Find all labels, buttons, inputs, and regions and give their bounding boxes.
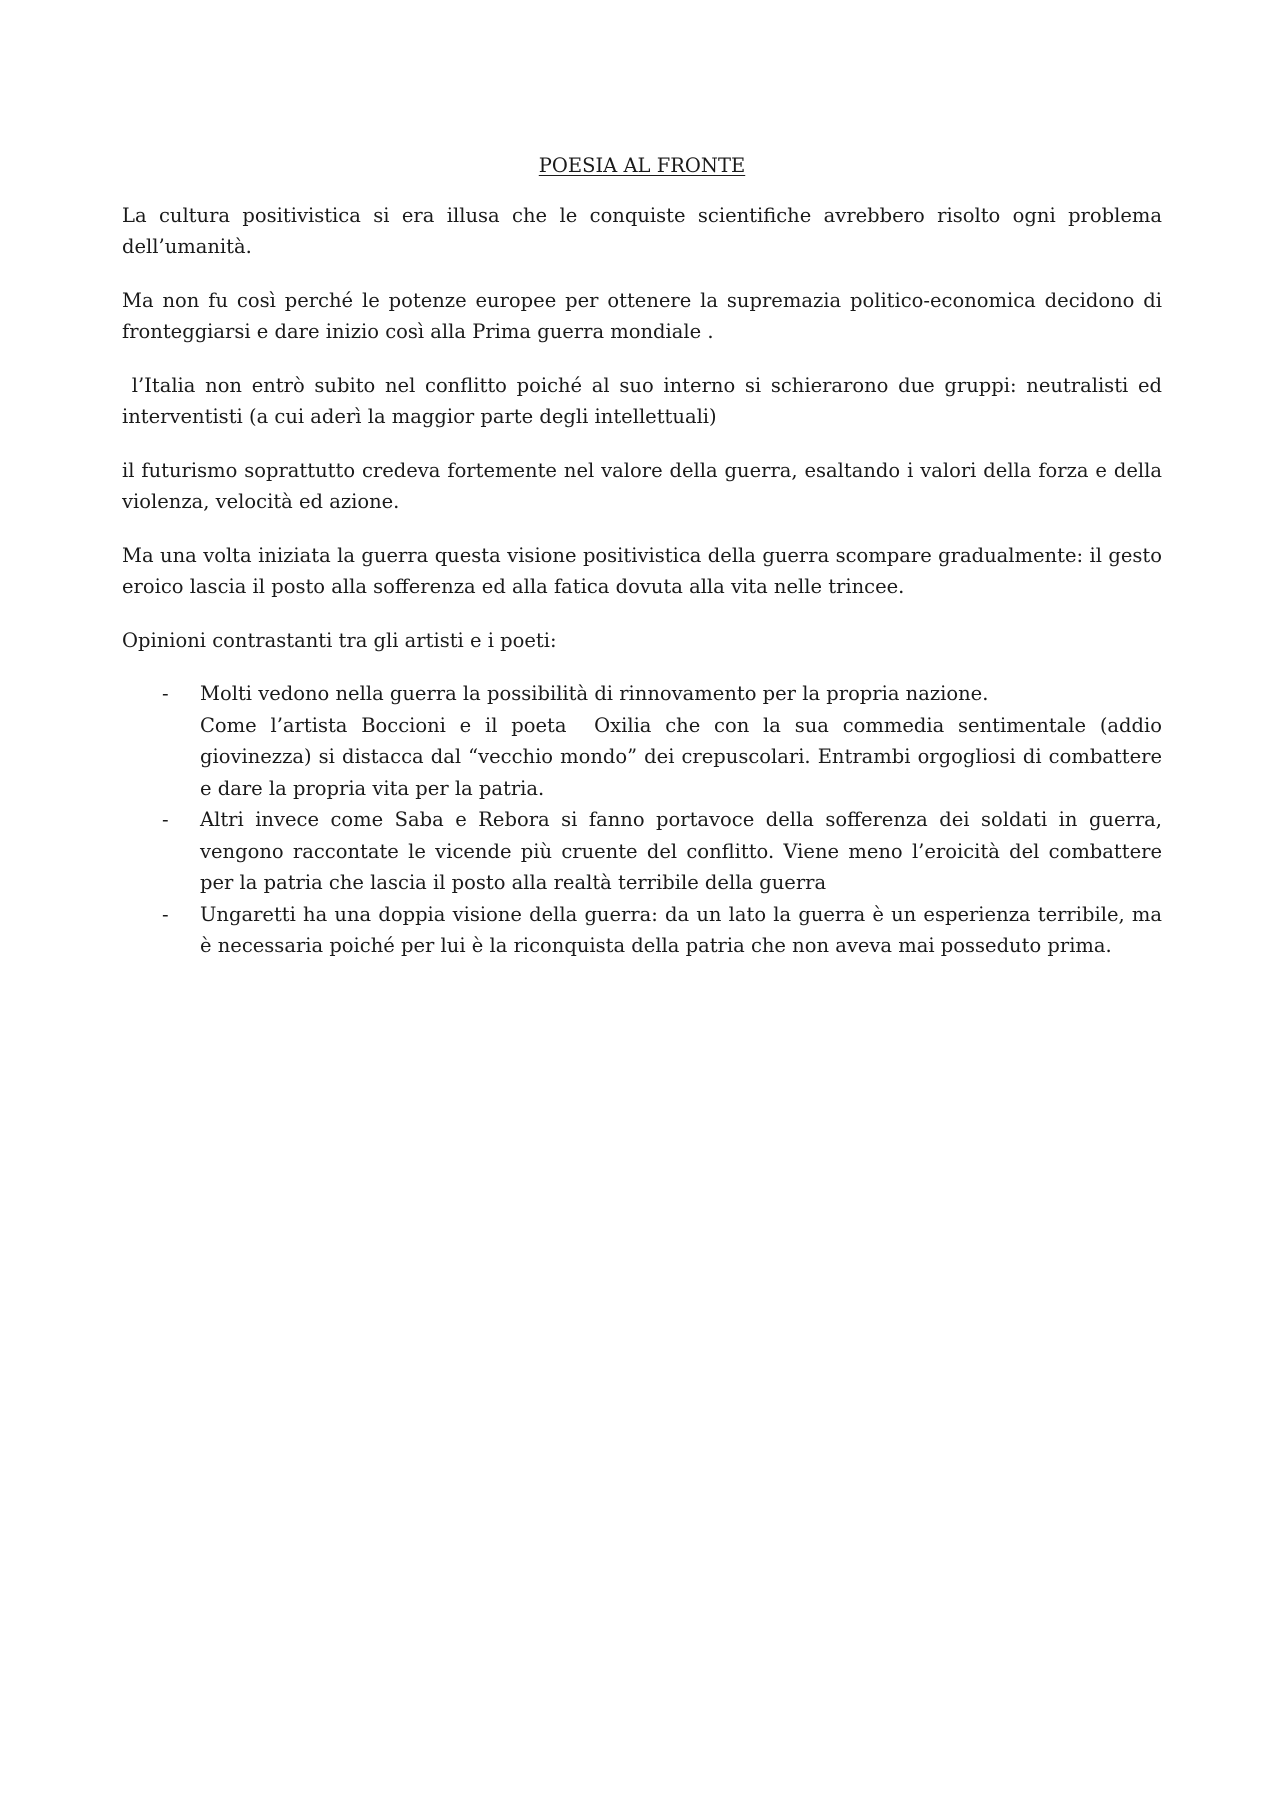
bullet-dash: - [162, 902, 169, 926]
list-item-text: Ungaretti ha una doppia visione della guerra: da un lato la guerra è un esperienza terribile, ma è necessaria poiché per lui è la riconquista della patria che non aveva mai posseduto prima. [200, 902, 1162, 957]
paragraph-2: Ma non fu così perché le potenze europee per ottenere la supremazia politico-economica decidono di fronteggiarsi e dare inizio così alla Prima guerra mondiale . [122, 288, 1162, 343]
paragraph-5: Ma una volta iniziata la guerra questa visione positivistica della guerra scompare gradualmente: il gesto eroico lascia il posto alla sofferenza ed alla fatica dovuta alla vita nelle trincee. [122, 543, 1162, 598]
document-body [122, 150, 1169, 962]
opinions-list [122, 678, 1169, 962]
document-title: POESIA AL FRONTE [538, 154, 746, 177]
list-item-text-continued: Come l’artista Boccioni e il poeta Oxilia che con la sua commedia sentimentale (addio giovinezza) si distacca dal “vecchio mondo” dei crepuscolari. Entrambi orgogliosi di combattere e dare la propria vita per la patria. [200, 713, 1169, 800]
bullet-dash: - [162, 682, 169, 705]
paragraph-1: La cultura positivistica si era illusa che le conquiste scientifiche avrebbero risolto ogni problema dell’umanità. [122, 203, 1162, 258]
paragraph-3: l’Italia non entrò subito nel conflitto poiché al suo interno si schierarono due gruppi: neutralisti ed interventisti (a cui aderì la maggior parte degli intellettuali) [122, 373, 1169, 428]
bullet-dash: - [162, 808, 169, 831]
list-item-text: Molti vedono nella guerra la possibilità di rinnovamento per la propria nazione. [200, 682, 989, 705]
paragraph-6: Opinioni contrastanti tra gli artisti e i poeti: [122, 628, 557, 652]
list-item [122, 899, 1162, 962]
list-item [122, 678, 1169, 804]
paragraph-4: il futurismo soprattutto credeva fortemente nel valore della guerra, esaltando i valori della forza e della violenza, velocità ed azione. [122, 458, 1162, 513]
list-item-text: Altri invece come Saba e Rebora si fanno portavoce della sofferenza dei soldati in guerra, vengono raccontate le vicende più cruente del conflitto. Viene meno l’eroicità del combattere per la patria che lascia il posto alla realtà terribile della guerra [200, 808, 1162, 894]
list-item [122, 804, 1162, 899]
